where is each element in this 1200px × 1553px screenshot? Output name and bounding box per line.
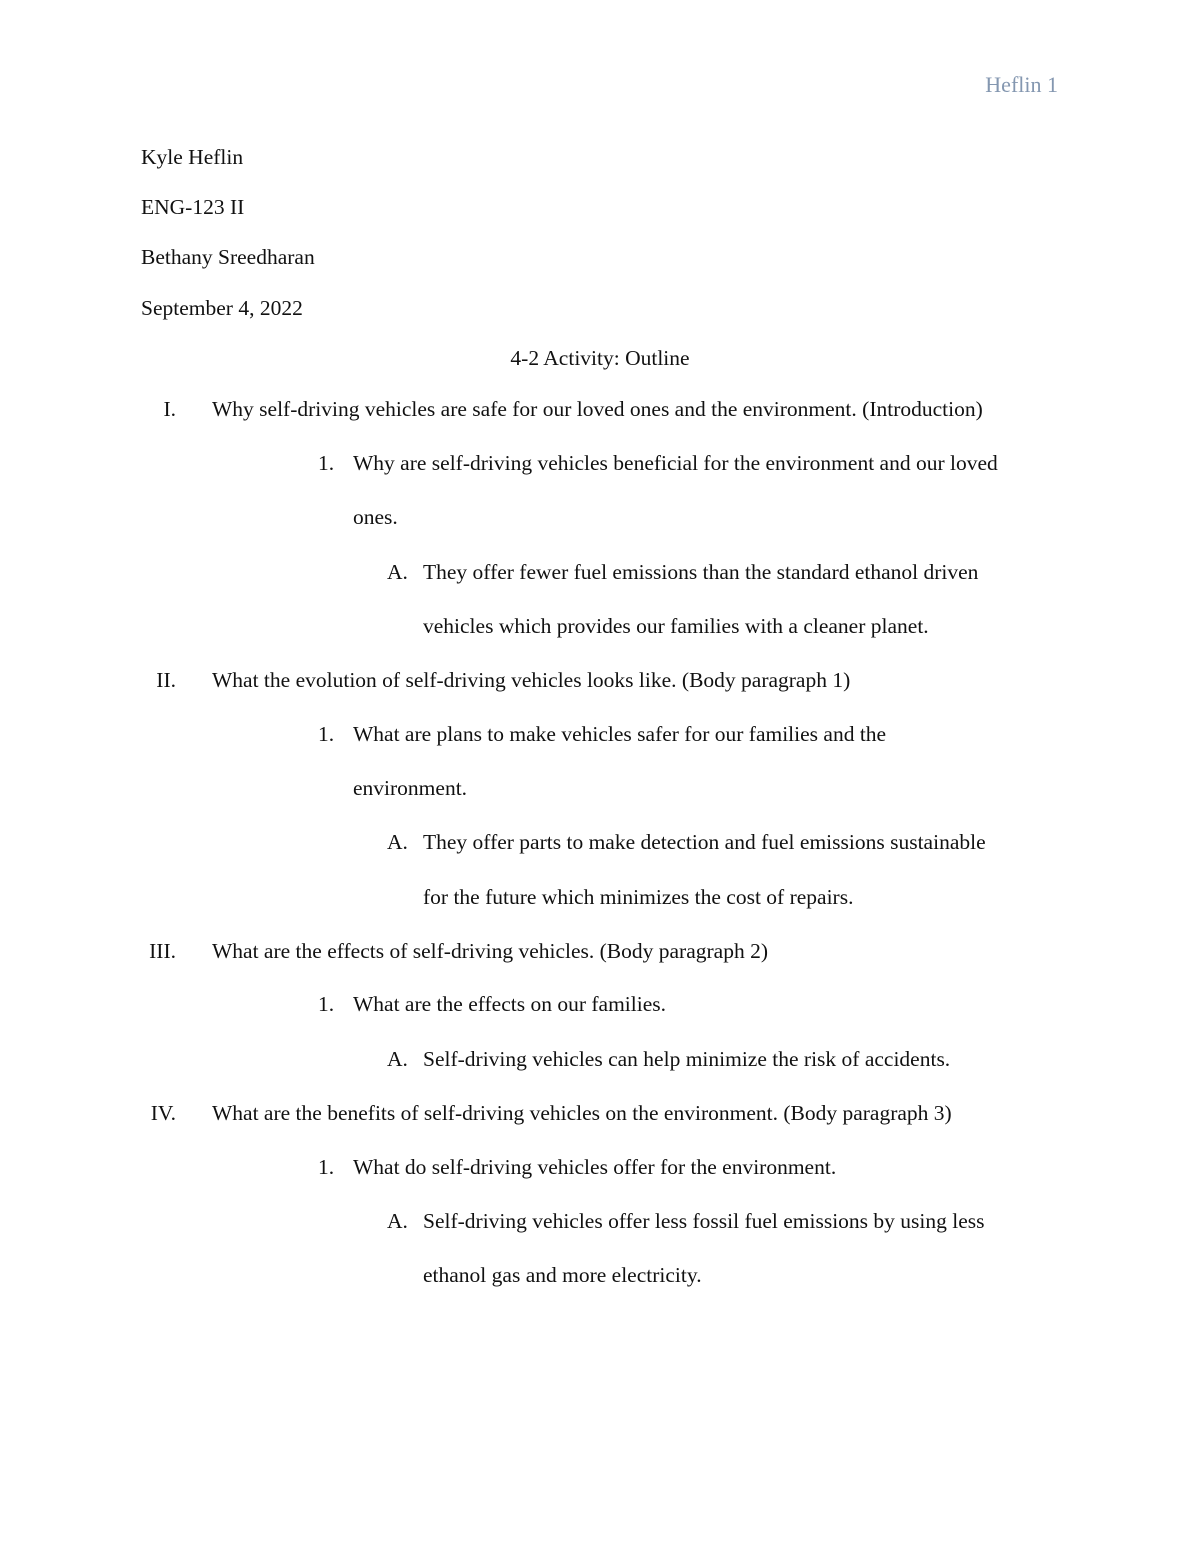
outline-heading-3: What are the effects of self-driving vehicles. (Body paragraph 2) (212, 939, 768, 963)
document-title: 4-2 Activity: Outline (510, 346, 690, 370)
outline-sub-text-1b: ones. (353, 505, 398, 529)
outline-sub-text-2b: environment. (353, 776, 468, 800)
outline-heading-4: What are the benefits of self-driving vehicles on the environment. (Body paragraph 3) (212, 1101, 952, 1125)
course-name: ENG-123 II (141, 195, 245, 219)
outline-point-text-4b: ethanol gas and more electricity. (423, 1263, 702, 1287)
outline-point-text-2b: for the future which minimizes the cost of repairs. (423, 885, 854, 909)
student-name: Kyle Heflin (141, 145, 244, 169)
outline-numeral-4: IV. (150, 1101, 176, 1125)
outline-sub-text-2a: What are plans to make vehicles safer for our families and the (353, 722, 887, 746)
outline-heading-1: Why self-driving vehicles are safe for our loved ones and the environment. (Introduction) (212, 397, 983, 421)
outline-sub-text-3a: What are the effects on our families. (353, 992, 667, 1016)
outline-point-text-2a: They offer parts to make detection and fuel emissions sustainable (423, 830, 986, 854)
outline-sub-marker-2: 1. (318, 722, 335, 746)
document-date: September 4, 2022 (141, 296, 303, 320)
outline-point-text-1b: vehicles which provides our families with a cleaner planet. (423, 614, 929, 638)
outline-point-text-3a: Self-driving vehicles can help minimize the risk of accidents. (423, 1047, 951, 1071)
outline-sub-text-4a: What do self-driving vehicles offer for the environment. (353, 1155, 837, 1179)
outline-sub-marker-1: 1. (318, 451, 335, 475)
outline-heading-2: What the evolution of self-driving vehicles looks like. (Body paragraph 1) (212, 668, 851, 692)
outline-point-marker-3: A. (387, 1047, 408, 1071)
outline-point-text-1a: They offer fewer fuel emissions than the standard ethanol driven (423, 560, 979, 584)
running-head: Heflin 1 (985, 72, 1058, 97)
outline-sub-text-1a: Why are self-driving vehicles beneficial for the environment and our loved (353, 451, 998, 475)
outline-sub-marker-4: 1. (318, 1155, 335, 1179)
outline-numeral-2: II. (156, 668, 176, 692)
outline-sub-marker-3: 1. (318, 992, 335, 1016)
outline-point-marker-4: A. (387, 1209, 408, 1233)
instructor-name: Bethany Sreedharan (141, 245, 315, 269)
outline-point-marker-2: A. (387, 830, 408, 854)
outline-point-text-4a: Self-driving vehicles offer less fossil fuel emissions by using less (423, 1209, 985, 1233)
outline-point-marker-1: A. (387, 560, 408, 584)
outline-numeral-3: III. (149, 939, 176, 963)
outline-numeral-1: I. (163, 397, 176, 421)
